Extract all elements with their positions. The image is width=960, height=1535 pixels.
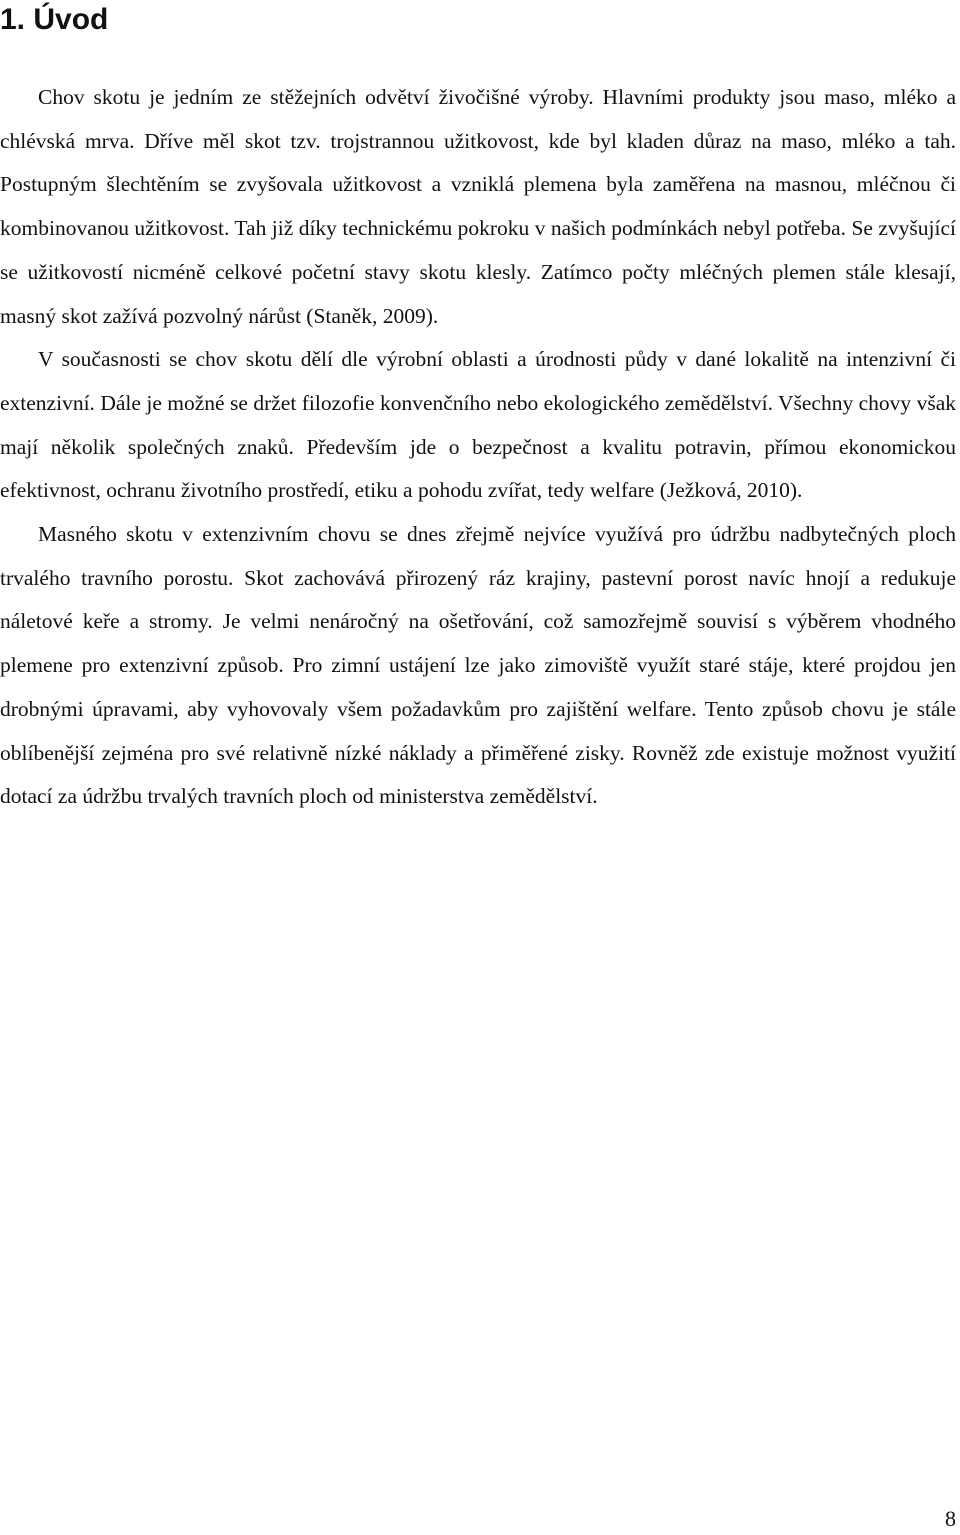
paragraph-1: Chov skotu je jedním ze stěžejních odvětví živočišné výroby. Hlavními produkty jsou maso, mléko a chlévská mrva. Dříve měl skot tzv. trojstrannou užitkovost, kde byl kladen důraz na maso, mléko a tah. Postupným šlechtěním se zvyšovala užitkovost a vzniklá plemena byla zaměřena na masnou, mléčnou či kombinovanou užitkovost. Tah již díky technickému pokroku v našich podmínkách nebyl potřeba. Se zvyšující se užitkovostí nicméně celkové početní stavy skotu klesly. Zatímco počty mléčných plemen stále klesají, masný skot zažívá pozvolný nárůst (Staněk, 2009). bbox=[0, 85, 956, 328]
page-number: 8 bbox=[945, 1506, 956, 1531]
paragraph-3: Masného skotu v extenzivním chovu se dnes zřejmě nejvíce využívá pro údržbu nadbytečných ploch trvalého travního porostu. Skot zachovává přirozený ráz krajiny, pastevní porost navíc hnojí a redukuje náletové keře a stromy. Je velmi nenáročný na ošetřování, což samozřejmě souvisí s výběrem vhodného plemene pro extenzivní způsob. Pro zimní ustájení lze jako zimoviště využít staré stáje, které projdou jen drobnými úpravami, aby vyhovovaly všem požadavkům pro zajištění welfare. Tento způsob chovu je stále oblíbenější zejména pro své relativně nízké náklady a přiměřené zisky. Rovněž zde existuje možnost využití dotací za údržbu trvalých travních ploch od ministerstva zemědělství. bbox=[0, 522, 956, 809]
paragraph-2: V současnosti se chov skotu dělí dle výrobní oblasti a úrodnosti půdy v dané lokalitě na intenzivní či extenzivní. Dále je možné se držet filozofie konvenčního nebo ekologického zemědělství. Všechny chovy však mají několik společných znaků. Především jde o bezpečnost a kvalitu potravin, přímou ekonomickou efektivnost, ochranu životního prostředí, etiku a pohodu zvířat, tedy welfare (Ježková, 2010). bbox=[0, 347, 956, 503]
chapter-heading: 1. Úvod bbox=[0, 3, 109, 36]
body-text bbox=[0, 76, 956, 819]
